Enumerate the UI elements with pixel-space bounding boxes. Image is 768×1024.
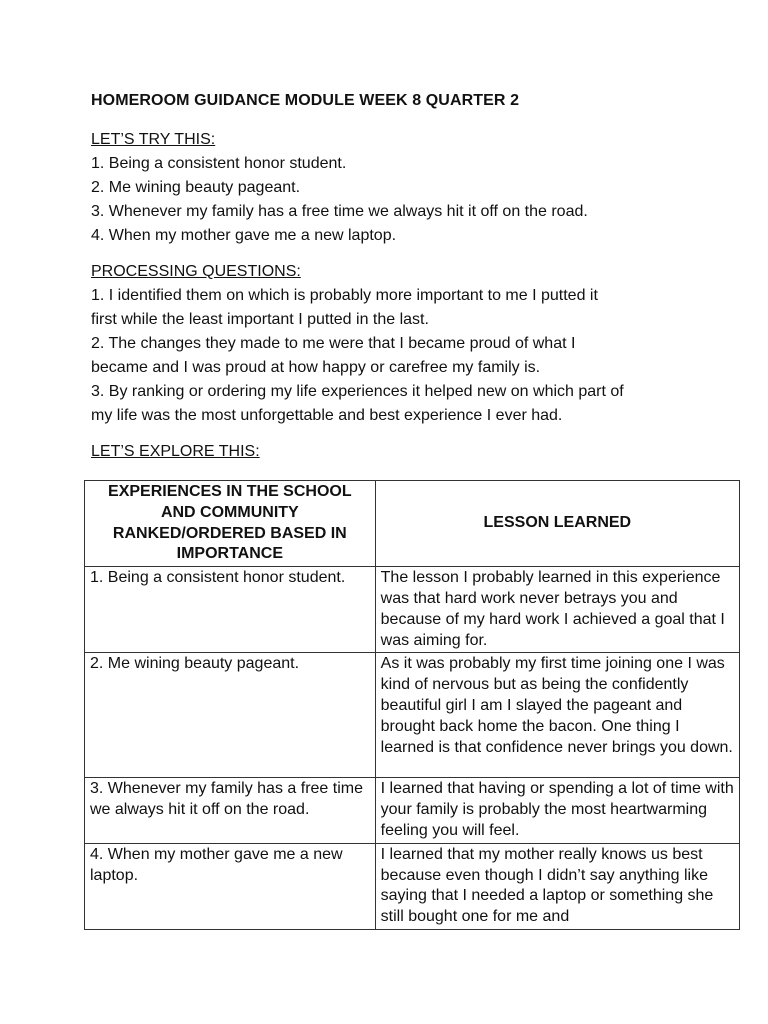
lesson-cell: As it was probably my first time joining one I was kind of nervous but as being the confidently beautiful girl I am I slayed the pageant and brought back home the bacon. One thing I learned is that confidence never brings you down. (375, 653, 739, 778)
lesson-cell: I learned that my mother really knows us best because even though I didn’t say anything like saying that I needed a laptop or something she still bought one for me and (375, 843, 739, 929)
processing-answer-line: my life was the most unforgettable and best experience I ever had. (91, 407, 563, 424)
lets-try-item: 4. When my mother gave me a new laptop. (91, 227, 397, 244)
table-row (85, 843, 740, 929)
document-title: HOMEROOM GUIDANCE MODULE WEEK 8 QUARTER 2 (91, 92, 520, 109)
lesson-learned-column-header: LESSON LEARNED (375, 481, 739, 567)
lets-try-item: 2. Me wining beauty pageant. (91, 179, 301, 196)
table-row (85, 778, 740, 843)
experience-cell: 4. When my mother gave me a new laptop. (85, 843, 376, 929)
processing-questions-heading: PROCESSING QUESTIONS: (91, 263, 301, 280)
experience-cell: 1. Being a consistent honor student. (85, 567, 376, 653)
experience-cell: 3. Whenever my family has a free time we always hit it off on the road. (85, 778, 376, 843)
experiences-column-header: EXPERIENCES IN THE SCHOOL AND COMMUNITY RANKED/ORDERED BASED IN IMPORTANCE (85, 481, 376, 567)
processing-questions-section (91, 260, 711, 428)
lets-try-item: 1. Being a consistent honor student. (91, 155, 347, 172)
lets-try-section (91, 128, 711, 248)
table-header-row (85, 481, 740, 567)
lets-explore-section (91, 440, 711, 464)
processing-answer-line: 1. I identified them on which is probably more important to me I putted it (91, 287, 598, 304)
processing-answer-line: 3. By ranking or ordering my life experiences it helped new on which part of (91, 383, 624, 400)
lets-explore-heading: LET’S EXPLORE THIS: (91, 443, 260, 460)
experiences-lessons-table (84, 480, 740, 930)
lesson-cell: I learned that having or spending a lot of time with your family is probably the most heartwarming feeling you will feel. (375, 778, 739, 843)
processing-answer-line: became and I was proud at how happy or carefree my family is. (91, 359, 541, 376)
lets-try-item: 3. Whenever my family has a free time we always hit it off on the road. (91, 203, 588, 220)
table-row (85, 567, 740, 653)
experience-cell: 2. Me wining beauty pageant. (85, 653, 376, 778)
table-row (85, 653, 740, 778)
lets-try-heading: LET’S TRY THIS: (91, 131, 216, 148)
processing-answer-line: 2. The changes they made to me were that I became proud of what I (91, 335, 576, 352)
processing-answer-line: first while the least important I putted in the last. (91, 311, 429, 328)
lesson-cell: The lesson I probably learned in this experience was that hard work never betrays you and because of my hard work I achieved a goal that I was aiming for. (375, 567, 739, 653)
